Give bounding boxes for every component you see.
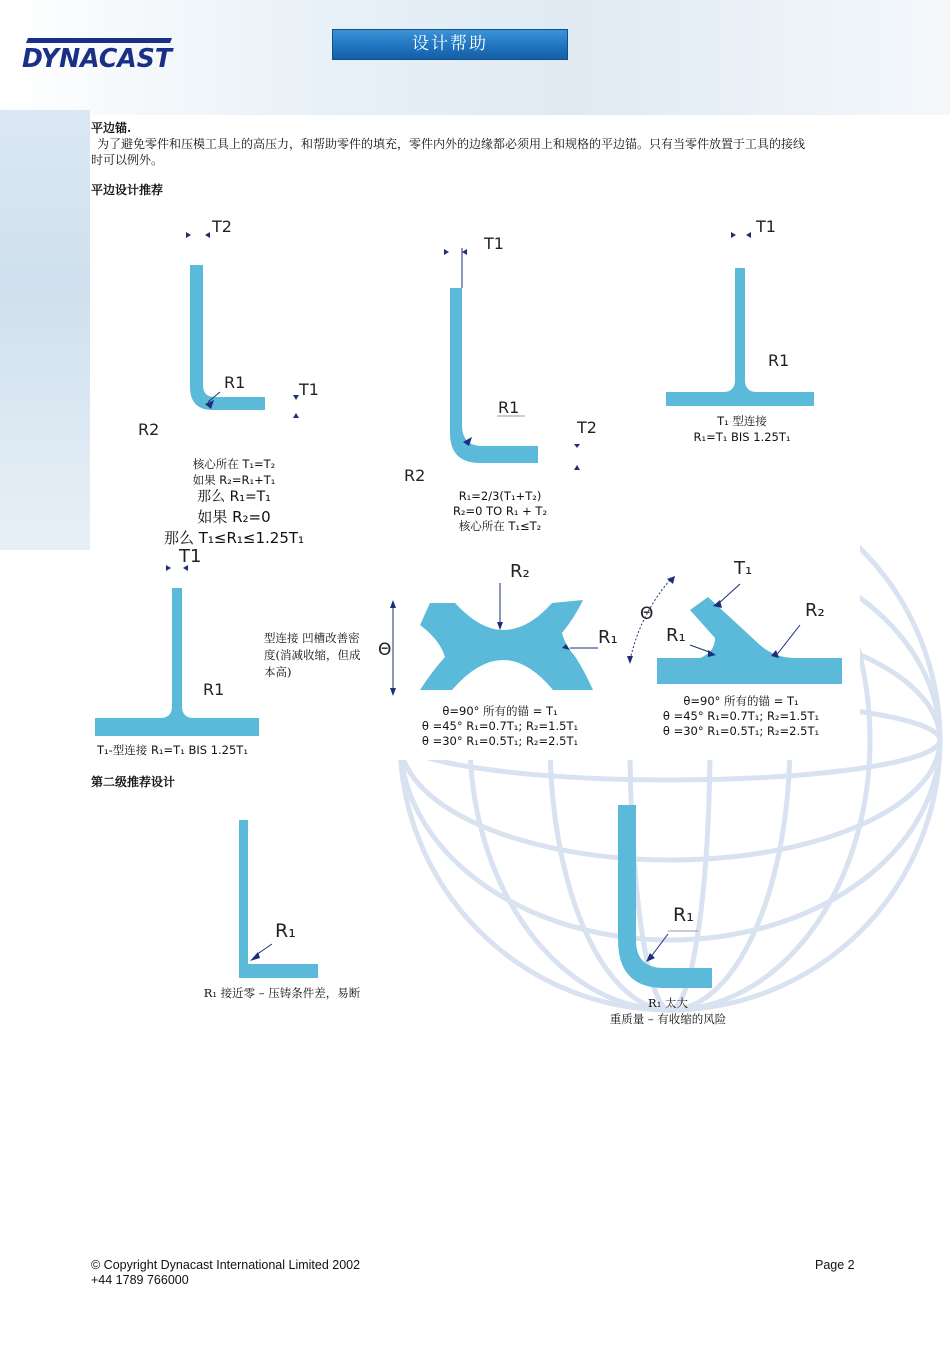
- fig5-side-note-2: 度(消减收缩，但成: [264, 648, 361, 662]
- section-heading-second: 第二级推荐设计: [91, 775, 176, 789]
- fig6-caption-3: θ =30° R₁=0.5T₁; R₂=2.5T₁: [662, 724, 820, 738]
- fig8-caption-2: 重质量 – 有收缩的风险: [609, 1012, 727, 1026]
- fig2-caption-3: 核心所在 T₁≤T₂: [458, 519, 542, 533]
- fig1-t1-label: T1: [299, 380, 319, 399]
- fig5-side-note-3: 本高): [264, 665, 292, 679]
- fig5-side-note-1: 型连接 凹槽改善密: [264, 631, 360, 645]
- fig5-caption-2: θ =45° R₁=0.7T₁; R₂=1.5T₁: [421, 719, 579, 733]
- fig8-r1-label: R₁: [673, 904, 694, 926]
- intro-heading: 平边锚.: [91, 121, 132, 135]
- section-heading-recommend: 平边设计推荐: [91, 183, 164, 197]
- intro-paragraph-line2: 时可以例外。: [91, 153, 164, 167]
- fig6-t1-label: T₁: [734, 558, 753, 579]
- footer-page-number: Page 2: [815, 1258, 855, 1272]
- fig1-t2-label: T2: [212, 217, 232, 236]
- fig1-caption-4: 如果 R₂=0: [197, 508, 271, 526]
- fig6-caption-2: θ =45° R₁=0.7T₁; R₂=1.5T₁: [662, 709, 820, 723]
- footer-copyright: © Copyright Dynacast International Limited 2002: [91, 1258, 361, 1272]
- fig1-caption-5: 那么 T₁≤R₁≤1.25T₁: [163, 529, 305, 547]
- fig3-t1-label: T1: [756, 217, 776, 236]
- fig1-caption-3: 那么 R₁=T₁: [197, 489, 271, 505]
- page-title: 设计帮助: [332, 29, 568, 60]
- fig3-r1-label: R1: [768, 351, 790, 370]
- fig2-r2-label: R2: [404, 466, 426, 485]
- fig5-theta-label: Θ: [378, 640, 392, 660]
- fig6-r1-label: R₁: [666, 625, 686, 646]
- fig1-caption-1: 核心所在 T₁=T₂: [192, 457, 276, 471]
- fig3-caption-1: T₁ 型连接: [717, 414, 767, 428]
- fig2-r1-label: R1: [498, 398, 520, 417]
- fig5-caption-1: θ=90° 所有的锚 = T₁: [442, 704, 558, 718]
- fig5-caption-3: θ =30° R₁=0.5T₁; R₂=2.5T₁: [421, 734, 579, 748]
- fig1-r1-label: R1: [224, 373, 246, 392]
- fig1-r2-label: R2: [138, 420, 160, 439]
- fig6-theta-label: Θ: [640, 604, 654, 624]
- fig7-caption: R₁ 接近零 – 压铸条件差，易断: [203, 986, 361, 1000]
- fig6-r2-label: R₂: [805, 600, 825, 621]
- fig6-caption-1: θ=90° 所有的锚 = T₁: [683, 694, 799, 708]
- fig5-r1-label: R₁: [598, 627, 618, 648]
- fig2-t1-label: T1: [484, 234, 504, 253]
- fig4-r1-label: R1: [203, 680, 225, 699]
- fig2-caption-2: R₂=0 TO R₁ + T₂: [452, 504, 548, 518]
- footer-phone: +44 1789 766000: [91, 1273, 189, 1287]
- fig8-caption-1: R₁ 太大: [648, 996, 688, 1010]
- fig1-caption-2: 如果 R₂=R₁+T₁: [192, 473, 276, 487]
- fig4-caption: T₁-型连接 R₁=T₁ BIS 1.25T₁: [97, 743, 248, 757]
- fig5-r2-label: R₂: [510, 561, 530, 582]
- fig2-t2-label: T2: [577, 418, 597, 437]
- fig2-caption-1: R₁=2/3(T₁+T₂): [458, 489, 542, 503]
- intro-paragraph-line1: 为了避免零件和压模工具上的高压力，和帮助零件的填充，零件内外的边缘都必须用上和规格的平边锚。只有当零件放置于工具的接线: [97, 137, 806, 151]
- fig4-t1-label: T1: [179, 546, 202, 567]
- fig3-caption-2: R₁=T₁ BIS 1.25T₁: [693, 430, 791, 444]
- fig7-r1-label: R₁: [275, 920, 296, 942]
- logo-text: DYNACAST: [22, 44, 175, 74]
